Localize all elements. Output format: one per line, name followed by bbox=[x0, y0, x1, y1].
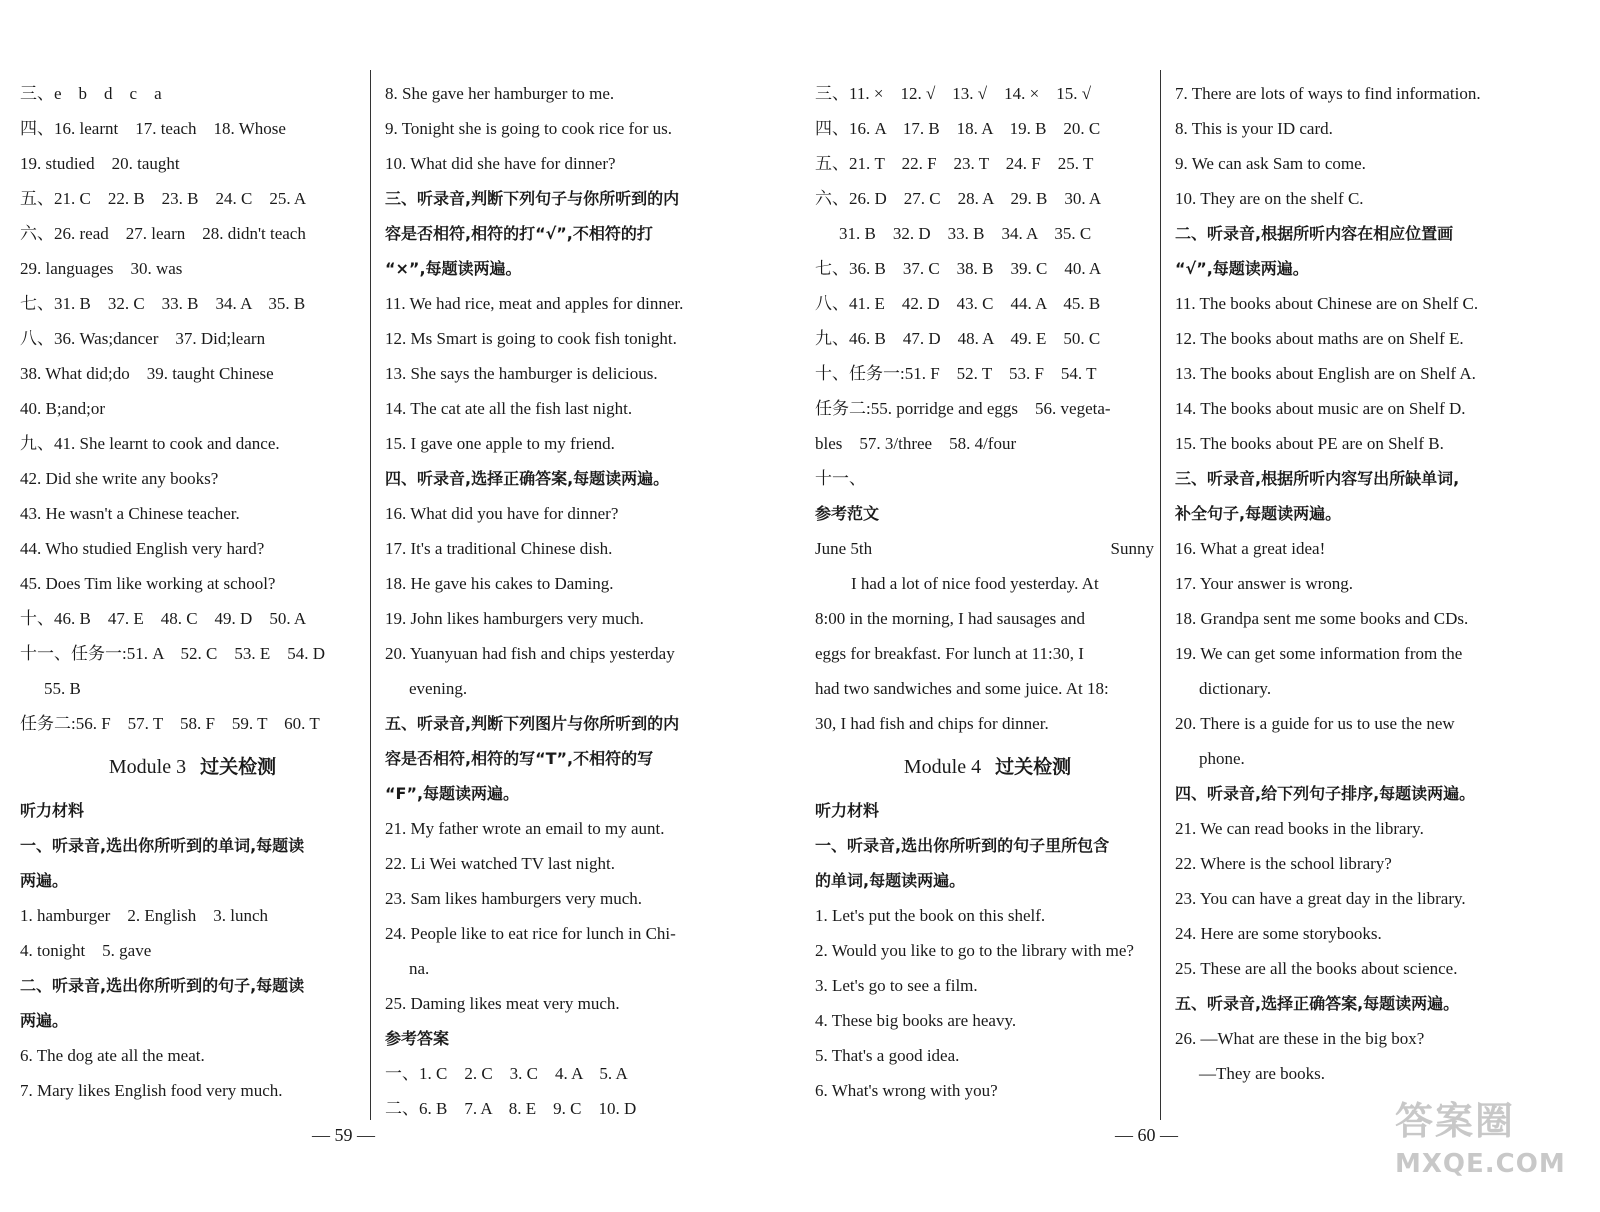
answer-line: 任务二:55. porridge and eggs 56. vegeta- bbox=[815, 399, 1111, 418]
text-line: 26. —What are these in the big box? bbox=[1175, 1029, 1425, 1048]
essay-line: I had a lot of nice food yesterday. At bbox=[851, 574, 1099, 593]
answer-line: 三、11. × 12. √ 13. √ 14. × 15. √ bbox=[815, 84, 1092, 103]
text-line: 24. Here are some storybooks. bbox=[1175, 924, 1382, 943]
text-line: 8. She gave her hamburger to me. bbox=[385, 84, 615, 103]
answer-line: 42. Did she write any books? bbox=[20, 469, 219, 488]
text-line: 11. The books about Chinese are on Shelf C. bbox=[1175, 294, 1479, 313]
text-line: 20. There is a guide for us to use the new bbox=[1175, 714, 1455, 733]
column-2 bbox=[385, 76, 730, 1126]
column-3 bbox=[815, 76, 1160, 1108]
text-line: 4. tonight 5. gave bbox=[20, 941, 152, 960]
text-line: 3. Let's go to see a film. bbox=[815, 976, 978, 995]
text-line: 12. The books about maths are on Shelf E. bbox=[1175, 329, 1464, 348]
diary-weather: Sunny bbox=[1110, 539, 1154, 558]
text-line: 22. Li Wei watched TV last night. bbox=[385, 854, 615, 873]
answer-line: 40. B;and;or bbox=[20, 399, 105, 418]
text-line: 20. Yuanyuan had fish and chips yesterday bbox=[385, 644, 675, 663]
essay-line: 8:00 in the morning, I had sausages and bbox=[815, 609, 1086, 628]
text-line: 14. The books about music are on Shelf D. bbox=[1175, 399, 1466, 418]
text-line: 24. People like to eat rice for lunch in Chi- bbox=[385, 924, 676, 943]
module-4-heading bbox=[815, 741, 1160, 793]
section-heading: 的单词,每题读两遍。 bbox=[815, 871, 966, 890]
text-line: 14. The cat ate all the fish last night. bbox=[385, 399, 633, 418]
text-line: 2. Would you like to go to the library with me? bbox=[815, 941, 1134, 960]
answer-line: 38. What did;do 39. taught Chinese bbox=[20, 364, 274, 383]
answer-line: bles 57. 3/three 58. 4/four bbox=[815, 434, 1017, 453]
answer-line: 55. B bbox=[44, 679, 81, 698]
page-number-left: — 59 — bbox=[312, 1125, 375, 1145]
text-line: 6. What's wrong with you? bbox=[815, 1081, 998, 1100]
answer-line: 44. Who studied English very hard? bbox=[20, 539, 265, 558]
answer-line: 三、e b d c a bbox=[20, 84, 162, 103]
answer-line: 十一、 bbox=[815, 469, 866, 488]
answer-line: 八、41. E 42. D 43. C 44. A 45. B bbox=[815, 294, 1101, 313]
section-heading: 二、听录音,根据所听内容在相应位置画 bbox=[1175, 224, 1454, 243]
text-line: evening. bbox=[409, 679, 468, 698]
section-heading: 两遍。 bbox=[20, 871, 69, 890]
essay-line: had two sandwiches and some juice. At 18: bbox=[815, 679, 1109, 698]
text-line: 7. Mary likes English food very much. bbox=[20, 1081, 283, 1100]
answer-line: 二、6. B 7. A 8. E 9. C 10. D bbox=[385, 1099, 637, 1118]
text-line: 21. My father wrote an email to my aunt. bbox=[385, 819, 665, 838]
section-heading: “F”,每题读两遍。 bbox=[385, 784, 520, 803]
section-heading: 补全句子,每题读两遍。 bbox=[1175, 504, 1342, 523]
watermark bbox=[1395, 1090, 1595, 1200]
text-line: 19. We can get some information from the bbox=[1175, 644, 1463, 663]
text-line: 18. He gave his cakes to Daming. bbox=[385, 574, 614, 593]
section-heading: “√”,每题读两遍。 bbox=[1175, 259, 1309, 278]
text-line: 1. hamburger 2. English 3. lunch bbox=[20, 906, 269, 925]
diary-date: June 5th bbox=[815, 539, 873, 558]
watermark-url: MXQE.COM bbox=[1395, 1149, 1566, 1179]
section-heading: 五、听录音,判断下列图片与你所听到的内 bbox=[385, 714, 680, 733]
answer-line: 十、46. B 47. E 48. C 49. D 50. A bbox=[20, 609, 307, 628]
text-line: 12. Ms Smart is going to cook fish tonight. bbox=[385, 329, 677, 348]
answer-line: 四、16. learnt 17. teach 18. Whose bbox=[20, 119, 286, 138]
text-line: 13. She says the hamburger is delicious. bbox=[385, 364, 658, 383]
column-divider-left bbox=[370, 70, 371, 1120]
essay-line: eggs for breakfast. For lunch at 11:30, I bbox=[815, 644, 1084, 663]
text-line: 8. This is your ID card. bbox=[1175, 119, 1333, 138]
answer-line: 43. He wasn't a Chinese teacher. bbox=[20, 504, 240, 523]
text-line: 25. Daming likes meat very much. bbox=[385, 994, 620, 1013]
text-line: 11. We had rice, meat and apples for dinner. bbox=[385, 294, 684, 313]
section-heading: 容是否相符,相符的打“√”,不相符的打 bbox=[385, 224, 653, 243]
answer-line: 31. B 32. D 33. B 34. A 35. C bbox=[839, 224, 1092, 243]
watermark-logo-text: 答案圈 bbox=[1395, 1099, 1516, 1143]
answer-line: 五、21. T 22. F 23. T 24. F 25. T bbox=[815, 154, 1094, 173]
text-line: 16. What a great idea! bbox=[1175, 539, 1326, 558]
section-heading: 一、听录音,选出你所听到的单词,每题读 bbox=[20, 836, 305, 855]
column-4 bbox=[1175, 76, 1520, 1091]
answer-line: 十一、任务一:51. A 52. C 53. E 54. D bbox=[20, 644, 326, 663]
answer-line: 六、26. D 27. C 28. A 29. B 30. A bbox=[815, 189, 1102, 208]
section-heading: 五、听录音,选择正确答案,每题读两遍。 bbox=[1175, 994, 1460, 1013]
module-4-title-cn: 过关检测 bbox=[995, 756, 1072, 778]
text-line: 17. It's a traditional Chinese dish. bbox=[385, 539, 613, 558]
column-1 bbox=[20, 76, 365, 1108]
answer-line: 十、任务一:51. F 52. T 53. F 54. T bbox=[815, 364, 1097, 383]
text-line: 23. You can have a great day in the library. bbox=[1175, 889, 1466, 908]
answer-line: 九、41. She learnt to cook and dance. bbox=[20, 434, 280, 453]
text-line: 18. Grandpa sent me some books and CDs. bbox=[1175, 609, 1469, 628]
text-line: 4. These big books are heavy. bbox=[815, 1011, 1017, 1030]
text-line: na. bbox=[409, 959, 430, 978]
module-3-title-cn: 过关检测 bbox=[200, 756, 277, 778]
text-line: 23. Sam likes hamburgers very much. bbox=[385, 889, 643, 908]
text-line: 9. We can ask Sam to come. bbox=[1175, 154, 1366, 173]
answer-line: 七、36. B 37. C 38. B 39. C 40. A bbox=[815, 259, 1102, 278]
section-heading: 三、听录音,判断下列句子与你所听到的内 bbox=[385, 189, 680, 208]
module-4-title: Module 4 bbox=[903, 756, 982, 778]
text-line: 17. Your answer is wrong. bbox=[1175, 574, 1354, 593]
section-heading: 容是否相符,相符的写“T”,不相符的写 bbox=[385, 749, 654, 768]
section-heading: 二、听录音,选出你所听到的句子,每题读 bbox=[20, 976, 305, 995]
column-divider-right bbox=[1160, 70, 1161, 1120]
section-heading: 听力材料 bbox=[815, 801, 880, 820]
answer-line: 一、1. C 2. C 3. C 4. A 5. A bbox=[385, 1064, 628, 1083]
section-heading: 三、听录音,根据所听内容写出所缺单词, bbox=[1175, 469, 1460, 488]
text-line: 7. There are lots of ways to find information. bbox=[1175, 84, 1481, 103]
answer-line: 45. Does Tim like working at school? bbox=[20, 574, 276, 593]
text-line: 16. What did you have for dinner? bbox=[385, 504, 619, 523]
answer-line: 九、46. B 47. D 48. A 49. E 50. C bbox=[815, 329, 1101, 348]
text-line: 13. The books about English are on Shelf A. bbox=[1175, 364, 1476, 383]
answer-line: 四、16. A 17. B 18. A 19. B 20. C bbox=[815, 119, 1101, 138]
text-line: phone. bbox=[1199, 749, 1245, 768]
text-line: 15. I gave one apple to my friend. bbox=[385, 434, 615, 453]
answer-line: 七、31. B 32. C 33. B 34. A 35. B bbox=[20, 294, 306, 313]
text-line: 22. Where is the school library? bbox=[1175, 854, 1392, 873]
diary-header bbox=[815, 531, 1160, 566]
section-heading: 听力材料 bbox=[20, 801, 85, 820]
text-line: 21. We can read books in the library. bbox=[1175, 819, 1424, 838]
answer-line: 19. studied 20. taught bbox=[20, 154, 180, 173]
page-number-right: — 60 — bbox=[1115, 1125, 1178, 1145]
section-heading: 四、听录音,选择正确答案,每题读两遍。 bbox=[385, 469, 670, 488]
answer-line: 任务二:56. F 57. T 58. F 59. T 60. T bbox=[20, 714, 320, 733]
answer-line: 八、36. Was;dancer 37. Did;learn bbox=[20, 329, 266, 348]
text-line: —They are books. bbox=[1199, 1064, 1326, 1083]
text-line: 5. That's a good idea. bbox=[815, 1046, 960, 1065]
text-line: 10. They are on the shelf C. bbox=[1175, 189, 1364, 208]
answer-line: 五、21. C 22. B 23. B 24. C 25. A bbox=[20, 189, 307, 208]
section-heading: 一、听录音,选出你所听到的句子里所包含 bbox=[815, 836, 1110, 855]
text-line: 1. Let's put the book on this shelf. bbox=[815, 906, 1046, 925]
text-line: 10. What did she have for dinner? bbox=[385, 154, 616, 173]
answer-line: 29. languages 30. was bbox=[20, 259, 183, 278]
text-line: 15. The books about PE are on Shelf B. bbox=[1175, 434, 1444, 453]
essay-line: 30, I had fish and chips for dinner. bbox=[815, 714, 1049, 733]
text-line: 6. The dog ate all the meat. bbox=[20, 1046, 205, 1065]
section-heading: “×”,每题读两遍。 bbox=[385, 259, 522, 278]
section-heading: 四、听录音,给下列句子排序,每题读两遍。 bbox=[1175, 784, 1476, 803]
text-line: dictionary. bbox=[1199, 679, 1272, 698]
module-3-title: Module 3 bbox=[108, 756, 187, 778]
answer-line: 六、26. read 27. learn 28. didn't teach bbox=[20, 224, 306, 243]
text-line: 19. John likes hamburgers very much. bbox=[385, 609, 644, 628]
section-heading: 两遍。 bbox=[20, 1011, 69, 1030]
text-line: 25. These are all the books about science. bbox=[1175, 959, 1458, 978]
module-3-heading bbox=[20, 741, 365, 793]
section-heading: 参考范文 bbox=[815, 504, 880, 523]
section-heading: 参考答案 bbox=[385, 1029, 450, 1048]
text-line: 9. Tonight she is going to cook rice for us. bbox=[385, 119, 672, 138]
